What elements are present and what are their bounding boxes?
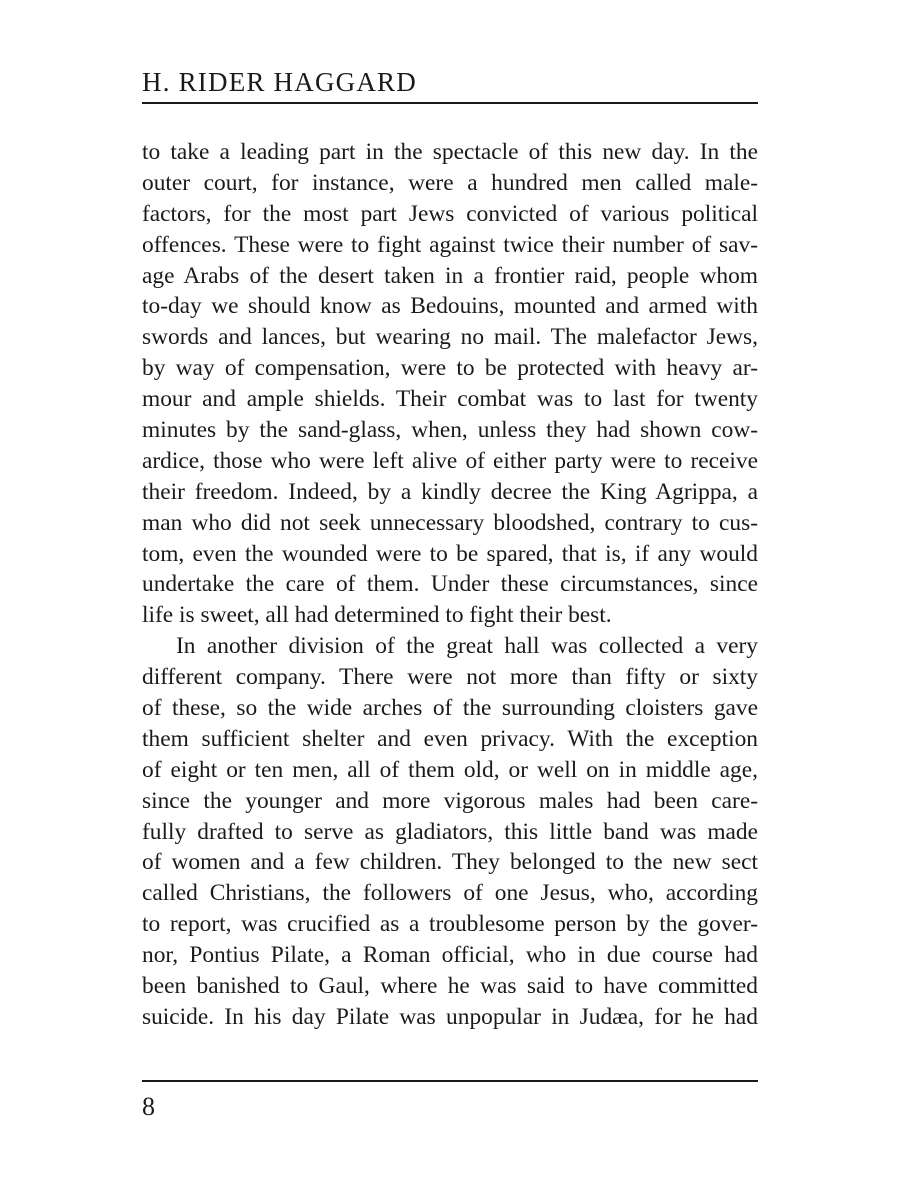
text-line: man who did not seek unnecessary bloodshed, contrary to cus- bbox=[142, 509, 758, 536]
text-line: to take a leading part in the spectacle of this new day. In the bbox=[142, 139, 758, 165]
text-line: their freedom. Indeed, by a kindly decree the King Agrippa, a bbox=[142, 478, 758, 505]
text-line: by way of compensation, were to be protected with heavy ar- bbox=[142, 355, 758, 382]
text-line: called Christians, the followers of one Jesus, who, according bbox=[142, 880, 758, 907]
text-line: life is sweet, all had determined to fight their best. bbox=[142, 602, 612, 629]
text-line: suicide. In his day Pilate was unpopular in Judæa, for he had bbox=[142, 1003, 758, 1030]
page-header bbox=[142, 62, 758, 104]
page-number: 8 bbox=[142, 1092, 155, 1121]
text-line: minutes by the sand-glass, when, unless they had shown cow- bbox=[142, 417, 758, 444]
text-line: outer court, for instance, were a hundred men called male- bbox=[142, 169, 758, 196]
text-line: undertake the care of them. Under these circumstances, since bbox=[142, 571, 758, 598]
footer-rule bbox=[142, 1080, 758, 1082]
text-line: mour and ample shields. Their combat was to last for twenty bbox=[142, 386, 758, 413]
text-line: of these, so the wide arches of the surrounding cloisters gave bbox=[142, 695, 758, 722]
text-line: to-day we should know as Bedouins, mounted and armed with bbox=[142, 293, 758, 320]
text-line: offences. These were to fight against twice their number of sav- bbox=[142, 231, 758, 258]
text-line: fully drafted to serve as gladiators, this little band was made bbox=[142, 818, 758, 845]
paragraph-1 bbox=[142, 137, 758, 631]
running-head: H. RIDER HAGGARD bbox=[142, 67, 417, 97]
text-line: ardice, those who were left alive of either party were to receive bbox=[142, 447, 758, 474]
text-line: nor, Pontius Pilate, a Roman official, who in due course had bbox=[142, 942, 758, 969]
body-text bbox=[142, 137, 758, 1033]
text-line: of eight or ten men, all of them old, or well on in middle age, bbox=[142, 756, 758, 783]
text-line: swords and lances, but wearing no mail. The malefactor Jews, bbox=[142, 324, 758, 351]
text-line: been banished to Gaul, where he was said to have committed bbox=[142, 973, 758, 1000]
text-line: to report, was crucified as a troublesome person by the gover- bbox=[142, 911, 758, 938]
text-line: tom, even the wounded were to be spared, that is, if any would bbox=[142, 540, 758, 567]
paragraph-2 bbox=[142, 631, 758, 1033]
text-line: them sufficient shelter and even privacy. With the exception bbox=[142, 725, 758, 752]
text-line: factors, for the most part Jews convicted of various political bbox=[142, 200, 758, 227]
text-line: of women and a few children. They belonged to the new sect bbox=[142, 849, 758, 876]
text-line: age Arabs of the desert taken in a frontier raid, people whom bbox=[142, 262, 758, 289]
text-line: since the younger and more vigorous males had been care- bbox=[142, 787, 758, 814]
text-line: In another division of the great hall was collected a very bbox=[176, 633, 758, 660]
text-line: different company. There were not more than fifty or sixty bbox=[142, 664, 758, 691]
